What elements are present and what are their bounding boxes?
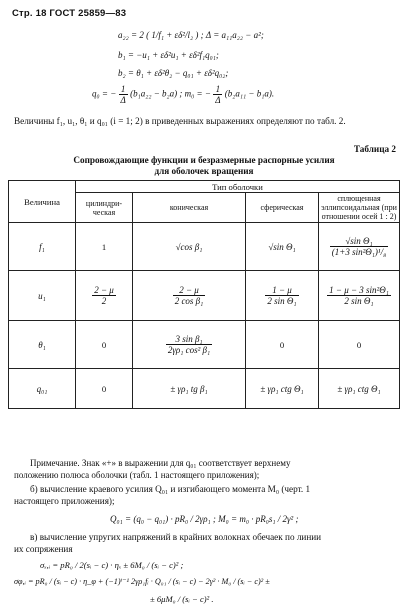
table-row xyxy=(9,369,400,409)
theta1-con-den: 2γρ₁ cos² β₁ xyxy=(167,345,211,355)
cell-f1-ell xyxy=(319,223,400,271)
cell-f1-sph: √sin Θ₁ xyxy=(246,223,319,271)
u1-con-num: 2 − μ xyxy=(173,285,206,296)
m0-num: 1 xyxy=(213,84,222,95)
theta1-con-num: 3 sin β₁ xyxy=(166,334,212,345)
formula-b2: b₂ = θ₁ + εδ²θ₂ − q₀₁ + εδ²q₀₂; xyxy=(118,68,229,78)
table-title-1: Сопровождающие функции и безразмерные распорные усилия xyxy=(73,155,335,165)
cell-theta1-cyl: 0 xyxy=(76,321,133,369)
item-c-line-2: их сопряжения xyxy=(14,544,73,554)
formula-b: Q₀₁ = (q₀ − q₀₁) · pR₀ / 2γρ₁ ; M₀ = m₀ · pR₀s₁ / 2γ² ; xyxy=(110,514,299,524)
q0-lhs: q₀ = − xyxy=(92,88,117,99)
u1-con-den: 2 cos β₁ xyxy=(174,296,204,306)
cell-q01-con: ± γρ₁ tg β₁ xyxy=(133,369,246,409)
col-header-quantity: Величина xyxy=(9,181,76,223)
table-row xyxy=(9,271,400,321)
formula-b1: b₁ = −u₁ + εδ²u₁ + εδ²f₁q₀₁; xyxy=(118,50,219,60)
cell-q01-sph: ± γρ₁ ctg Θ₁ xyxy=(246,369,319,409)
cell-f1-cyl: 1 xyxy=(76,223,133,271)
row-name-q01: q₀₁ xyxy=(9,369,76,409)
note-line-1: Примечание. Знак «+» в выражении для q₀₁ соответствует верхнему xyxy=(30,458,291,468)
m0-den: Δ xyxy=(215,95,221,105)
q0-rhs: (b₁a₂₂ − b₂a) ; m₀ = − xyxy=(130,88,211,99)
q0-frac xyxy=(119,84,128,105)
table-row xyxy=(9,223,400,271)
cell-q01-cyl: 0 xyxy=(76,369,133,409)
item-c-line-1: в) вычисление упругих напряжений в крайних волокнах обечаек по линии xyxy=(30,532,322,542)
cell-u1-con xyxy=(133,271,246,321)
u1-sph-den: 2 sin Θ₁ xyxy=(267,296,297,306)
f1-ell-den: (1+3 sin²Θ₁)¹/₈ xyxy=(331,247,387,257)
u1-ell-num: 1 − μ − 3 sin²Θ₁ xyxy=(329,285,389,295)
f1-ell-frac xyxy=(330,236,388,257)
formula-c3: ± 6μM₀ / (sᵢ − c)² . xyxy=(150,594,214,604)
cell-theta1-ell: 0 xyxy=(319,321,400,369)
col-header-ellipsoidal: сплющенная эллипсоидальная (при отношении осей 1 : 2) xyxy=(319,193,400,223)
q0-num: 1 xyxy=(119,84,128,95)
col-header-conical: коническая xyxy=(133,193,246,223)
m0-frac xyxy=(213,84,222,105)
formula-c1: σₓ,ᵢ = pR₀ / 2(sᵢ − c) · ηₓ ± 6M₀ / (sᵢ − c)² ; xyxy=(40,560,184,570)
cell-theta1-con xyxy=(133,321,246,369)
cell-u1-ell xyxy=(319,271,400,321)
cell-q01-ell: ± γρ₁ ctg Θ₁ xyxy=(319,369,400,409)
cell-theta1-sph: 0 xyxy=(246,321,319,369)
row-name-theta1: θ₁ xyxy=(9,321,76,369)
formula-a22: a₂₂ = 2 ( 1/f₁ + εδ²/l₂ ) ; Δ = a₁₁a₂₂ − a²; xyxy=(118,30,264,40)
item-b-line-2: настоящего приложения); xyxy=(14,496,115,506)
col-header-cylindrical: цилиндри-ческая xyxy=(76,193,133,223)
row-name-f1: f₁ xyxy=(9,223,76,271)
page-header: Стр. 18 ГОСТ 25859—83 xyxy=(12,8,127,19)
table-label: Таблица 2 xyxy=(353,144,396,154)
u1-ell-den: 2 sin Θ₁ xyxy=(344,296,374,306)
m0-rhs: (b₂a₁₁ − b₁a). xyxy=(224,88,275,99)
note-line-2: положению полюса оболочки (табл. 1 настоящего приложения); xyxy=(14,470,260,480)
u1-cyl-num: 2 − μ xyxy=(94,285,114,295)
col-header-shell-type: Тип оболочки xyxy=(76,181,400,193)
cell-f1-con: √cos β₁ xyxy=(133,223,246,271)
q0-den: Δ xyxy=(120,95,126,105)
cell-u1-cyl xyxy=(76,271,133,321)
formula-q0-m0 xyxy=(92,84,274,105)
item-b-line-1: б) вычисление краевого усилия Q₀₁ и изгибающего момента M₀ (черт. 1 xyxy=(30,484,311,494)
u1-sph-num: 1 − μ xyxy=(265,285,298,296)
u1-cyl-den: 2 xyxy=(101,296,107,306)
col-header-spherical: сферическая xyxy=(246,193,319,223)
row-name-u1: u₁ xyxy=(9,271,76,321)
table-title-2: для оболочек вращения xyxy=(154,166,254,176)
table-row xyxy=(9,321,400,369)
formula-c2: σφ,ᵢ = pR₀ / (sᵢ − c) · η_φ + (−1)ⁱ⁻¹ 2γρ₁fᵢ · Q₀₁ / (sᵢ − c) − 2γ² · M₀ / (sᵢ − c)² ± xyxy=(14,577,270,586)
table-2 xyxy=(8,180,400,409)
values-text: Величины f₁, u₁, θ₁ и q₀₁ (i = 1; 2) в приведенных выражениях определяют по табл. 2. xyxy=(14,116,346,126)
f1-ell-num: √sin Θ₁ xyxy=(330,236,388,247)
cell-u1-sph xyxy=(246,271,319,321)
